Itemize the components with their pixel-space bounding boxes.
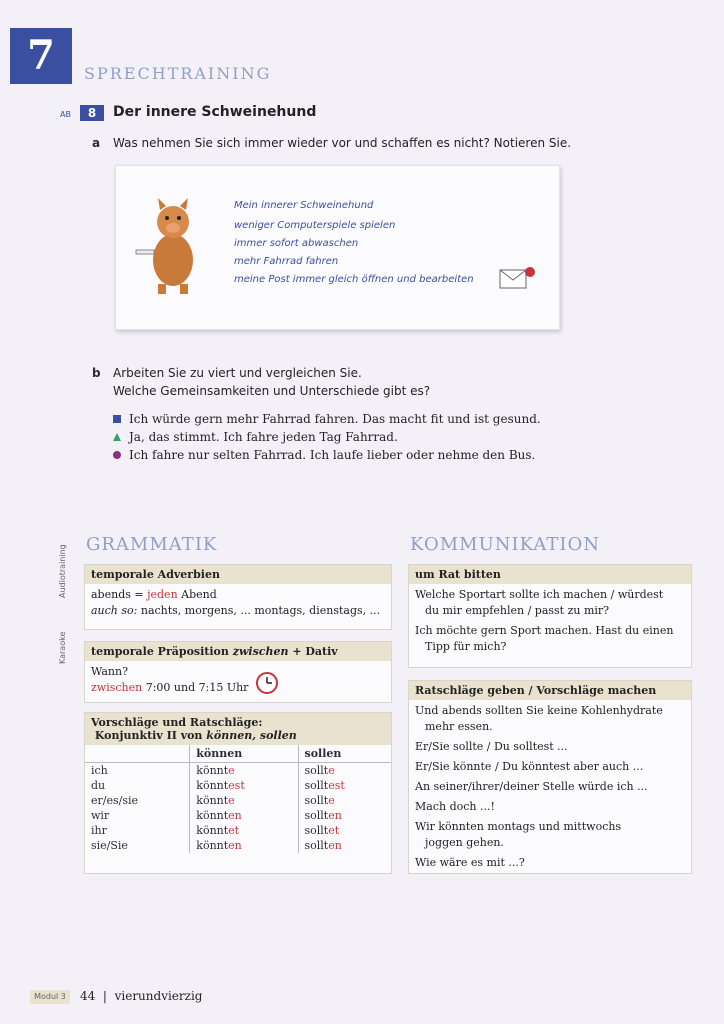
pig-ear-left [158, 198, 166, 210]
pig-snout [166, 223, 180, 233]
part-a-instruction: Was nehmen Sie sich immer wieder vor und schaffen es nicht? Notieren Sie. [113, 136, 572, 150]
box-body [85, 661, 391, 699]
grammatik-heading: GRAMMATIK [86, 534, 218, 555]
text-fragment: Abend [177, 588, 217, 601]
grammar-box-adverbien [84, 564, 392, 630]
communication-box-rat-bitten [408, 564, 692, 668]
box-title-line [91, 729, 385, 742]
box-title: um Rat bitten [409, 565, 691, 584]
grammar-box-konjunktiv [84, 712, 392, 874]
pig-leg-left [158, 284, 166, 294]
sollen-cell [298, 763, 391, 779]
page-footer [0, 988, 724, 1008]
highlight-text: zwischen [91, 681, 143, 694]
verb-ending: e [228, 794, 235, 807]
koennen-cell [190, 823, 298, 838]
verb-ending: e [328, 794, 335, 807]
pig-head [157, 206, 189, 238]
koennen-cell [190, 838, 298, 853]
verb-ending: et [328, 824, 340, 837]
kommunikation-heading: KOMMUNIKATION [410, 534, 600, 555]
verb-stem: könnt [196, 779, 229, 792]
page-number-word: vierundvierzig [114, 989, 203, 1003]
italic-text: können, sollen [206, 729, 297, 742]
pronoun-cell: sie/Sie [91, 839, 128, 852]
ab-label: AB [60, 110, 71, 119]
verb-stem: sollt [304, 839, 329, 852]
section-title: SPRECHTRAINING [84, 64, 272, 83]
grammar-line: Wann? [91, 665, 128, 678]
box-body [85, 584, 391, 622]
square-bullet-icon [113, 415, 121, 423]
verb-ending: est [228, 779, 245, 792]
grammar-box-zwischen [84, 641, 392, 703]
verb-ending: en [228, 809, 242, 822]
dot-bullet-icon [113, 451, 121, 459]
phrase-line: Wie wäre es mit ...? [415, 856, 525, 869]
column-header-sollen: sollen [298, 745, 391, 763]
highlight-text: jeden [147, 588, 178, 601]
verb-stem: sollt [304, 794, 329, 807]
koennen-cell [190, 778, 298, 793]
text-fragment: + Dativ [288, 645, 338, 658]
column-header-pronoun [85, 745, 190, 763]
phrase-line: Er/Sie könnte / Du könntest aber auch ... [415, 760, 644, 773]
pig-eye-right [177, 216, 181, 220]
part-a-letter: a [92, 136, 101, 150]
box-title [85, 713, 391, 745]
phrase-line: Tipp für mich? [425, 640, 507, 653]
alarm-clock-icon [253, 668, 283, 696]
conjugation-table [85, 745, 391, 853]
table-row [85, 823, 391, 838]
box-title-line: Vorschläge und Ratschläge: [91, 716, 263, 729]
pronoun-cell: wir [91, 809, 110, 822]
phrase-line: Und abends sollten Sie keine Kohlenhydrate [415, 704, 663, 717]
text-fragment: temporale Präposition [91, 645, 233, 658]
verb-stem: könnt [196, 839, 229, 852]
grammar-line [91, 587, 385, 603]
note-line: meine Post immer gleich öffnen und bearbeiten [234, 274, 474, 285]
triangle-bullet-icon [113, 433, 121, 441]
phrase-line: mehr essen. [425, 720, 493, 733]
sollen-cell [298, 823, 391, 838]
page-number: 44 [80, 989, 96, 1003]
sollen-cell [298, 808, 391, 823]
chapter-number: 7 [10, 28, 72, 84]
sollen-cell [298, 793, 391, 808]
koennen-cell [190, 763, 298, 779]
pronoun-cell: du [91, 779, 106, 792]
verb-stem: könnt [196, 824, 229, 837]
italic-text: zwischen [232, 645, 289, 658]
table-header-row [85, 745, 391, 763]
grammar-line [91, 603, 385, 619]
side-tab-karaoke: Karaoke [58, 631, 67, 664]
bullet-item [113, 428, 398, 446]
verb-stem: sollt [304, 809, 329, 822]
sollen-cell [298, 838, 391, 853]
box-body [409, 700, 691, 874]
verb-ending: en [328, 839, 342, 852]
koennen-cell [190, 793, 298, 808]
box-body [409, 584, 691, 658]
sollen-cell [298, 778, 391, 793]
pig-illustration [128, 190, 218, 300]
table-row [85, 763, 391, 779]
exercise-number: 8 [80, 105, 104, 121]
text-fragment: Konjunktiv II von [94, 729, 207, 742]
table-row [85, 778, 391, 793]
phrase-line: du mir empfehlen / passt zu mir? [425, 604, 610, 617]
text-fragment: abends = [91, 588, 148, 601]
koennen-cell [190, 808, 298, 823]
verb-ending: et [228, 824, 240, 837]
note-title: Mein innerer Schweinehund [234, 200, 374, 211]
module-tag: Modul 3 [30, 990, 70, 1004]
envelope-icon [498, 264, 538, 292]
phrase-line: Wir könnten montags und mittwochs [415, 820, 622, 833]
conjugation-table-body [85, 763, 391, 854]
note-line: mehr Fahrrad fahren [234, 256, 339, 267]
bullet-text: Ich fahre nur selten Fahrrad. Ich laufe lieber oder nehme den Bus. [129, 448, 536, 462]
verb-stem: sollt [304, 824, 329, 837]
phrase-line: Mach doch ...! [415, 800, 495, 813]
text-fragment: nachts, morgens, ... montags, dienstags, ... [137, 604, 381, 617]
verb-ending: en [228, 839, 242, 852]
verb-ending: est [328, 779, 345, 792]
verb-stem: sollt [304, 764, 329, 777]
envelope-seal [525, 267, 535, 277]
part-b-instruction-1: Arbeiten Sie zu viert und vergleichen Sie. [113, 366, 362, 380]
verb-ending: en [328, 809, 342, 822]
verb-ending: e [328, 764, 335, 777]
box-title: Ratschläge geben / Vorschläge machen [409, 681, 691, 700]
pronoun-cell: ich [91, 764, 108, 777]
pig-eye-left [165, 216, 169, 220]
verb-stem: sollt [304, 779, 329, 792]
phrase-line: joggen gehen. [425, 836, 504, 849]
column-header-koennen: können [190, 745, 298, 763]
note-line: weniger Computerspiele spielen [234, 220, 396, 231]
italic-text: auch so: [91, 604, 138, 617]
bullet-text: Ich würde gern mehr Fahrrad fahren. Das macht fit und ist gesund. [129, 412, 541, 426]
pig-ear-right [180, 198, 188, 210]
phrase-line: Ich möchte gern Sport machen. Hast du einen [415, 624, 674, 637]
bullet-text: Ja, das stimmt. Ich fahre jeden Tag Fahrrad. [129, 430, 398, 444]
verb-stem: könnt [196, 764, 229, 777]
pig-leg-right [180, 284, 188, 294]
table-row [85, 808, 391, 823]
box-title [85, 642, 391, 661]
verb-stem: könnt [196, 794, 229, 807]
bullet-item [113, 446, 535, 464]
pronoun-cell: er/es/sie [91, 794, 139, 807]
phrase-line: Er/Sie sollte / Du solltest ... [415, 740, 568, 753]
phrase-line: Welche Sportart sollte ich machen / würdest [415, 588, 664, 601]
exercise-title: Der innere Schweinehund [113, 104, 317, 120]
bullet-item [113, 410, 541, 428]
pig-body [153, 234, 193, 286]
note-line: immer sofort abwaschen [234, 238, 359, 249]
table-row [85, 793, 391, 808]
bone [136, 250, 154, 254]
table-row [85, 838, 391, 853]
communication-box-ratschlaege [408, 680, 692, 874]
verb-ending: e [228, 764, 235, 777]
verb-stem: könnt [196, 809, 229, 822]
part-b-instruction-2: Welche Gemeinsamkeiten und Unterschiede gibt es? [113, 384, 431, 398]
text-fragment: 7:00 und 7:15 Uhr [142, 681, 249, 694]
pronoun-cell: ihr [91, 824, 107, 837]
part-b-letter: b [92, 366, 101, 380]
grammar-line [91, 680, 385, 696]
page-number-line: 44 | vierundvierzig [80, 989, 203, 1003]
phrase-line: An seiner/ihrer/deiner Stelle würde ich ... [415, 780, 648, 793]
note-card [115, 165, 560, 330]
side-tab-audiotraining: Audiotraining [58, 544, 67, 598]
box-title: temporale Adverbien [85, 565, 391, 584]
